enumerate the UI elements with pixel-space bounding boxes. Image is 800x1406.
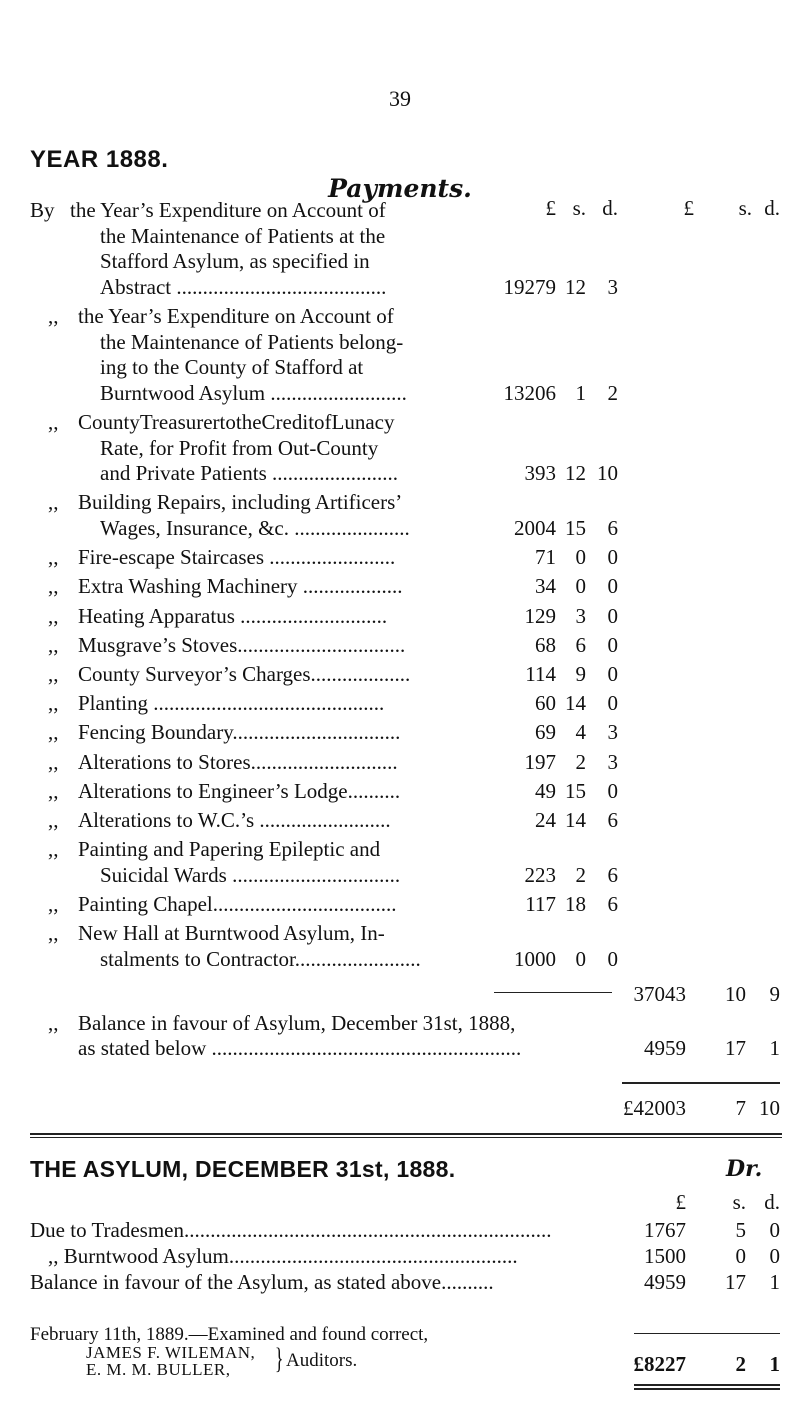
dr-total-rule-bottom [634, 1384, 780, 1386]
entry-description-line: Alterations to Engineer’s Lodge.......... [78, 778, 401, 803]
total-rule-top [622, 1082, 780, 1084]
balance-pounds: 4959 [644, 1036, 686, 1060]
dr-pence-header: d. [764, 1190, 780, 1214]
entry-description-line: ing to the County of Stafford at [100, 355, 364, 380]
entry-prefix: ,, [48, 921, 59, 946]
entry-shillings: 15 [565, 778, 586, 803]
entry-description-line: Planting ............................................ [78, 691, 385, 716]
shilling-header-2: s. [738, 196, 752, 220]
entry-pence: 3 [607, 274, 618, 299]
entry-prefix: By [30, 198, 55, 222]
balance-line-2: as stated below ........................................................... [78, 1036, 522, 1060]
entry-pence: 0 [607, 778, 618, 803]
dr-total-pence: 1 [769, 1352, 780, 1376]
entry-prefix: ,, [48, 778, 59, 803]
balance-line-1: Balance in favour of Asylum, December 31st, 1888, [78, 1011, 516, 1035]
entry-prefix: ,, [48, 720, 59, 745]
entry-shillings: 12 [565, 274, 586, 299]
entry-pence: 0 [607, 545, 618, 570]
dr-row-tradesmen: Due to Tradesmen...................................................................... [30, 1218, 552, 1242]
total-shillings: 7 [735, 1096, 746, 1120]
year-heading: YEAR 1888. [30, 146, 169, 173]
dr-row-burntwood-pounds: 1500 [644, 1244, 686, 1268]
entry-description-line: stalments to Contractor........................ [100, 946, 421, 971]
entry-pounds: 49 [535, 778, 556, 803]
dr-pound-header: £ [675, 1190, 686, 1214]
balance-pence: 1 [769, 1036, 780, 1060]
entry-prefix: ,, [48, 837, 59, 862]
entry-pounds: 24 [535, 808, 556, 832]
entry-shillings: 14 [565, 808, 586, 832]
entry-pence: 6 [607, 516, 618, 540]
entry-description-line: and Private Patients ........................ [100, 461, 399, 486]
auditors-brace: } [274, 1342, 284, 1375]
entry-shillings: 15 [565, 516, 586, 540]
entry-shillings: 1 [575, 380, 586, 405]
entry-description-line: Painting and Papering Epileptic and [78, 837, 381, 862]
pound-header: £ [545, 196, 556, 220]
dr-total-rule [634, 1333, 780, 1334]
entry-description-line: Extra Washing Machinery ................... [78, 574, 403, 599]
entry-shillings: 18 [565, 892, 586, 916]
balance-shillings: 17 [725, 1036, 746, 1060]
entry-pence: 0 [607, 662, 618, 686]
entry-description-line: the Year’s Expenditure on Account of [70, 198, 386, 222]
entry-prefix: ,, [48, 662, 59, 686]
entry-prefix: ,, [48, 632, 59, 657]
entry-shillings: 0 [575, 574, 586, 599]
entry-shillings: 12 [565, 461, 586, 486]
entry-description-line: CountyTreasurertotheCreditofLunacy [78, 410, 395, 434]
entry-pence: 0 [607, 946, 618, 971]
entry-description-line: Abstract ........................................ [100, 274, 387, 299]
entry-pence: 6 [607, 892, 618, 916]
entry-pence: 0 [607, 632, 618, 657]
entry-pence: 3 [607, 720, 618, 745]
entry-pence: 0 [607, 603, 618, 628]
pence-header: d. [602, 196, 618, 220]
entry-description-line: the Maintenance of Patients at the [100, 223, 386, 248]
entry-description-line: New Hall at Burntwood Asylum, In- [78, 921, 385, 946]
dr-row-tradesmen-pence: 0 [769, 1218, 780, 1242]
dr-total-pounds: £8227 [633, 1352, 686, 1376]
dr-row-balance-shillings: 17 [725, 1270, 746, 1294]
entry-pounds: 13206 [503, 380, 556, 405]
entry-shillings: 2 [575, 749, 586, 774]
dr-row-tradesmen-shillings: 5 [735, 1218, 746, 1242]
entry-shillings: 14 [565, 691, 586, 716]
entry-pounds: 197 [524, 749, 556, 774]
subtotal-pence: 9 [769, 982, 780, 1006]
entry-description-line: Fire-escape Staircases ........................ [78, 545, 396, 570]
page-number: 39 [389, 86, 411, 111]
entry-pence: 0 [607, 691, 618, 716]
entry-description-line: Stafford Asylum, as specified in [100, 249, 370, 274]
total-pence: 10 [759, 1096, 780, 1120]
pence-header-2: d. [764, 196, 780, 220]
asylum-heading: THE ASYLUM, DECEMBER 31st, 1888. [30, 1156, 456, 1182]
entry-shillings: 0 [575, 946, 586, 971]
dr-row-burntwood-pence: 0 [769, 1244, 780, 1268]
entry-prefix: ,, [48, 808, 59, 832]
entry-prefix: ,, [48, 574, 59, 599]
entry-prefix: ,, [48, 603, 59, 628]
dr-row-burntwood: ,, Burntwood Asylum....................................................... [48, 1244, 518, 1268]
section-divider [30, 1133, 782, 1135]
auditor-1: JAMES F. WILEMAN, [86, 1343, 256, 1362]
entry-pounds: 117 [525, 892, 556, 916]
entry-pounds: 1000 [514, 946, 556, 971]
entry-prefix: ,, [48, 410, 59, 434]
dr-row-burntwood-shillings: 0 [735, 1244, 746, 1268]
entry-prefix: ,, [48, 304, 59, 328]
entry-description-line: Alterations to Stores............................ [78, 749, 398, 774]
dr-total-shillings: 2 [735, 1352, 746, 1376]
entry-description-line: the Maintenance of Patients belong- [100, 329, 404, 354]
entry-description-line: Heating Apparatus ............................ [78, 603, 388, 628]
entry-pence: 6 [607, 862, 618, 887]
dr-row-balance: Balance in favour of the Asylum, as stated above.......... [30, 1270, 494, 1294]
entry-description-line: County Surveyor’s Charges................... [78, 662, 411, 686]
entry-pounds: 223 [524, 862, 556, 887]
entry-prefix: ,, [48, 749, 59, 774]
entry-description-line: Burntwood Asylum .......................... [100, 380, 407, 405]
entry-description-line: Building Repairs, including Artificers’ [78, 490, 403, 515]
entry-prefix: ,, [48, 545, 59, 570]
dr-shilling-header: s. [732, 1190, 746, 1214]
entry-pounds: 60 [535, 691, 556, 716]
entry-prefix: ,, [48, 892, 59, 916]
entry-shillings: 3 [575, 603, 586, 628]
entry-pounds: 69 [535, 720, 556, 745]
entry-description-line: Suicidal Wards ................................ [100, 862, 401, 887]
shilling-header: s. [572, 196, 586, 220]
entry-pence: 2 [607, 380, 618, 405]
entry-pounds: 19279 [503, 274, 556, 299]
entry-pounds: 68 [535, 632, 556, 657]
dr-label: Dr. [726, 1156, 763, 1182]
entry-description-line: Wages, Insurance, &c. ...................... [100, 516, 410, 540]
balance-prefix: ,, [48, 1011, 59, 1035]
entry-pounds: 114 [525, 662, 556, 686]
entry-pounds: 34 [535, 574, 556, 599]
entry-pence: 10 [597, 461, 618, 486]
dr-total-rule-bottom-2 [634, 1388, 780, 1390]
entry-pence: 6 [607, 808, 618, 832]
section-divider-thin [30, 1137, 782, 1138]
total-pounds: £42003 [623, 1096, 686, 1120]
entry-pounds: 71 [535, 545, 556, 570]
entry-shillings: 0 [575, 545, 586, 570]
entry-pence: 0 [607, 574, 618, 599]
pound-header-2: £ [683, 196, 694, 220]
entry-pence: 3 [607, 749, 618, 774]
entry-description-line: Fencing Boundary................................ [78, 720, 401, 745]
subtotal-pounds: 37043 [633, 982, 686, 1006]
entry-pounds: 2004 [514, 516, 556, 540]
payments-heading: Payments. [328, 174, 472, 203]
footer-note: February 11th, 1889.—Examined and found correct, [30, 1324, 429, 1345]
auditor-2: E. M. M. BULLER, [86, 1360, 231, 1379]
entry-description-line: the Year’s Expenditure on Account of [78, 304, 394, 328]
subtotal-shillings: 10 [725, 982, 746, 1006]
dr-row-tradesmen-pounds: 1767 [644, 1218, 686, 1242]
dr-row-balance-pence: 1 [769, 1270, 780, 1294]
entry-pounds: 393 [524, 461, 556, 486]
entry-shillings: 2 [575, 862, 586, 887]
entry-shillings: 4 [575, 720, 586, 745]
dr-row-balance-pounds: 4959 [644, 1270, 686, 1294]
entry-pounds: 129 [524, 603, 556, 628]
entry-description-line: Rate, for Profit from Out-County [100, 435, 379, 460]
entry-prefix: ,, [48, 490, 59, 515]
entry-description-line: Musgrave’s Stoves................................ [78, 632, 406, 657]
entry-description-line: Painting Chapel................................... [78, 892, 397, 916]
entry-shillings: 6 [575, 632, 586, 657]
auditors-label: Auditors. [286, 1350, 358, 1371]
entry-shillings: 9 [575, 662, 586, 686]
entry-description-line: Alterations to W.C.’s ......................... [78, 808, 391, 832]
entry-prefix: ,, [48, 691, 59, 716]
